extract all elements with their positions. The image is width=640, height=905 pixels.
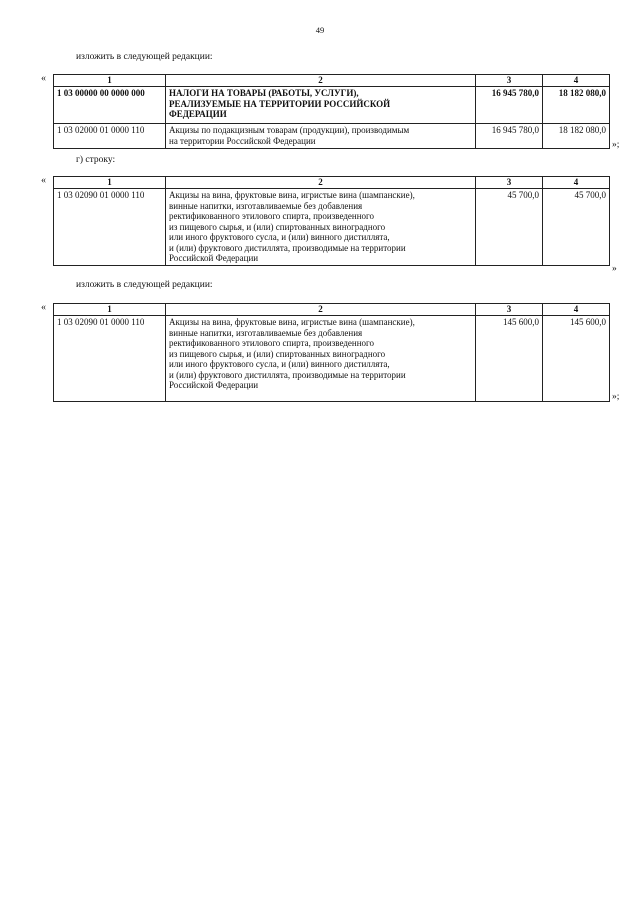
description-line: из пищевого сырья, и (или) спиртованных виноградного [169,348,386,359]
description-line: ректификованного этилового спирта, произведенного [169,211,375,221]
row-value-col3: 45 700,0 [476,189,543,266]
description-line: и (или) фруктового дистиллята, производимые на территории [169,242,406,253]
header-col-1: 1 [54,177,166,189]
page-number: 49 [315,25,325,35]
description-line: Российской Федерации [169,253,259,263]
header-col-1: 1 [54,75,166,87]
table-row [54,87,610,124]
header-col-4: 4 [543,177,610,189]
row-description [166,316,476,402]
row-code: 1 03 00000 00 0000 000 [54,87,166,124]
row-description [166,124,476,149]
header-col-4: 4 [543,75,610,87]
description-line: или иного фруктового сусла, и (или) винного дистиллята, [169,232,390,242]
description-line: винные напитки, изготавливаемые без добавления [169,200,363,211]
description-line: ректификованного этилового спирта, произведенного [169,338,375,348]
section3-table [53,303,610,402]
row-value-col3: 145 600,0 [476,316,543,402]
row-value-col3: 16 945 780,0 [476,87,543,124]
row-value-col4: 145 600,0 [543,316,610,402]
section1-intro: изложить в следующей редакции: [76,52,213,62]
header-col-3: 3 [476,75,543,87]
row-code: 1 03 02090 01 0000 110 [54,189,166,266]
description-line: из пищевого сырья, и (или) спиртованных виноградного [169,221,386,232]
header-col-2: 2 [166,304,476,316]
header-col-3: 3 [476,304,543,316]
description-line: винные напитки, изготавливаемые без добавления [169,327,363,338]
row-value-col3: 16 945 780,0 [476,124,543,149]
header-col-1: 1 [54,304,166,316]
section1-table [53,74,610,149]
table-row [54,316,610,402]
row-code: 1 03 02090 01 0000 110 [54,316,166,402]
description-line: Акцизы по подакцизным товарам (продукции), производимым [169,125,410,135]
description-line: на территории Российской Федерации [169,135,316,146]
table-row [54,124,610,149]
description-line: Российской Федерации [169,380,259,390]
header-row [54,177,610,189]
section3-intro: изложить в следующей редакции: [76,280,213,290]
description-line: Акцизы на вина, фруктовые вина, игристые вина (шампанские), [169,317,415,327]
header-row [54,304,610,316]
section2-quote-close: » [612,264,617,274]
description-line: НАЛОГИ НА ТОВАРЫ (РАБОТЫ, УСЛУГИ), [169,88,359,98]
description-line: РЕАЛИЗУЕМЫЕ НА ТЕРРИТОРИИ РОССИЙСКОЙ [169,98,391,109]
section3-quote-open: « [41,302,46,313]
row-value-col4: 45 700,0 [543,189,610,266]
section2-quote-open: « [41,175,46,186]
row-value-col4: 18 182 080,0 [543,87,610,124]
description-line: Акцизы на вина, фруктовые вина, игристые вина (шампанские), [169,190,415,200]
section1-quote-open: « [41,73,46,84]
row-description [166,189,476,266]
header-col-2: 2 [166,75,476,87]
description-line: и (или) фруктового дистиллята, производимые на территории [169,369,406,380]
section3-quote-close: »; [612,392,620,402]
description-line: ФЕДЕРАЦИИ [169,109,227,119]
header-row [54,75,610,87]
description-line: или иного фруктового сусла, и (или) винного дистиллята, [169,359,390,369]
row-value-col4: 18 182 080,0 [543,124,610,149]
table-row [54,189,610,266]
row-code: 1 03 02000 01 0000 110 [54,124,166,149]
header-col-2: 2 [166,177,476,189]
section2-intro: г) строку: [76,155,116,165]
row-description [166,87,476,124]
header-col-4: 4 [543,304,610,316]
section2-table [53,176,610,266]
header-col-3: 3 [476,177,543,189]
section1-quote-close: »; [612,140,620,150]
